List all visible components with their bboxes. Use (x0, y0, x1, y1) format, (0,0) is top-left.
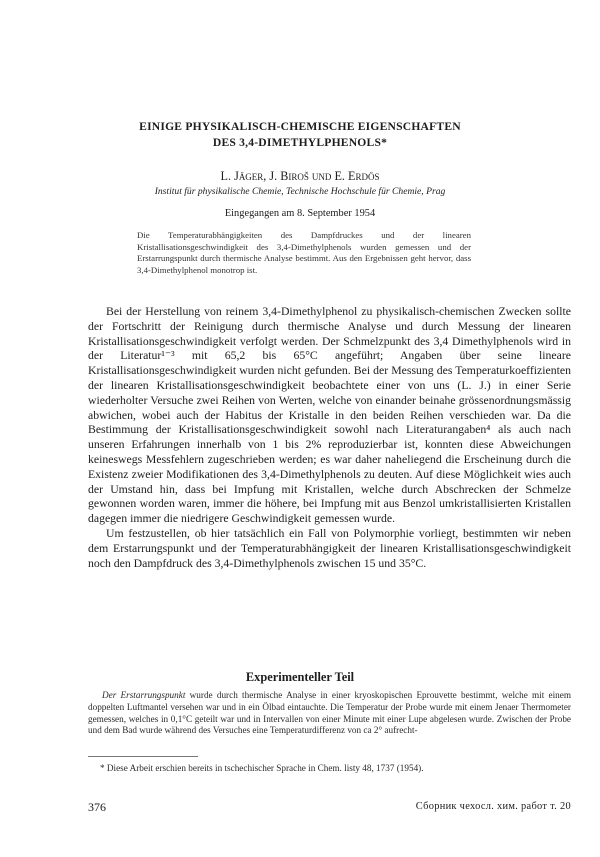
page-number: 376 (88, 800, 106, 814)
authors-line: L. Jäger, J. Biroš und E. Erdös (220, 169, 380, 183)
abstract: Die Temperaturabhängigkeiten des Dampfdruckes und der linearen Kristallisationsgeschwindigkeit des 3,4-Dimethylphenols wurden gemessen und der Erstarrungspunkt durch thermische Analyse bestimmt. Aus den Ergebnissen geht hervor, dass 3,4-Dimethylphenol monotrop ist. (137, 230, 471, 275)
journal-footer: Сборник чехосл. хим. работ т. 20 (415, 801, 571, 812)
received-date: Eingegangen am 8. September 1954 (224, 208, 376, 219)
footnote: * Diese Arbeit erschien bereits in tschechischer Sprache in Chem. listy 48, 1737 (1954). (100, 763, 424, 773)
body-paragraph-2: Um festzustellen, ob hier tatsächlich ein Fall von Polymorphie vorliegt, bestimmten wir neben dem Erstarrungspunkt und der Temperaturabhängigkeit der linearen Kristallisationsgeschwindigkeit noch den Dampfdruck des 3,4-Dimethylphenols zwischen 15 und 35°C. (88, 526, 571, 570)
paper-title (60, 119, 540, 151)
experimental-text: wurde durch thermische Analyse in einer kryoskopischen Eprouvette bestimmt, welche mit einem doppelten Luftmantel versehen war und in ein Ölbad eintauchte. Die Temperatur der Probe wurde mit einem Jenaer Thermometer gemessen, welches in 0,1°C geteilt war und in Intervallen von einer Minute mit einer Lupe abgelesen wurde. Zwischen der Probe und dem Bad wurde während des Versuches eine Temperaturdifferenz von ca 2° aufrecht- (88, 690, 571, 736)
experimental-term: Der Erstarrungspunkt (102, 690, 186, 700)
body-paragraph-1: Bei der Herstellung von reinem 3,4-Dimethylphenol zu physikalisch-chemischen Zwecken sollte der Fortschritt der Reinigung durch thermische Analyse und durch Messung der linearen Kristallisationsgeschwindigkeit verfolgt werden. Der Schmelzpunkt des 3,4 Dimethylphenols wird in der Literatur¹⁻³ mit 65,2 bis 65°C angeführt; Angaben über seine lineare Kristallisationsgeschwindigkeit wurden nicht gefunden. Bei der Messung des Temperaturkoeffizienten der linearen Kristallisationsgeschwindigkeit beobachtete einer von uns (L. J.) in einer Serie wiederholter Versuche zwei Reihen von Werten, welche von einander beinahe grössenordnungsmässig abwichen, wobei auch der Habitus der Kristalle in den beiden Reihen verschieden war. Da die Bestimmung der Kristallisationsgeschwindigkeit sowohl nach Literaturangaben⁴ als auch nach unseren Erfahrungen innerhalb von 1 bis 2% reproduzierbar ist, konnten diese Abweichungen keineswegs Messfehlern zugeschrieben werden; es war daher naheliegend die Erscheinung durch die Existenz zweier Modifikationen des 3,4-Dimethylphenols zu deuten. Auf diese Möglichkeit wies auch der Umstand hin, dass bei Impfung mit Kristallen, welche durch Abschrecken der Schmelze gewonnen worden waren, immer die höhere, bei Impfung mit aus Benzol umkristallisierten Kristallen dagegen immer die niedrigere Geschwindigkeit gemessen wurde. (88, 305, 571, 526)
main-body (88, 305, 571, 571)
institute-affiliation: Institut für physikalische Chemie, Technische Hochschule für Chemie, Prag (154, 186, 446, 197)
section-heading-experimental: Experimenteller Teil (245, 670, 355, 684)
experimental-paragraph (88, 690, 571, 737)
footnote-divider (88, 756, 198, 757)
title-line-2: DES 3,4-DIMETHYLPHENOLS* (212, 136, 388, 149)
title-line-1: EINIGE PHYSIKALISCH-CHEMISCHE EIGENSCHAFTEN (139, 120, 461, 133)
